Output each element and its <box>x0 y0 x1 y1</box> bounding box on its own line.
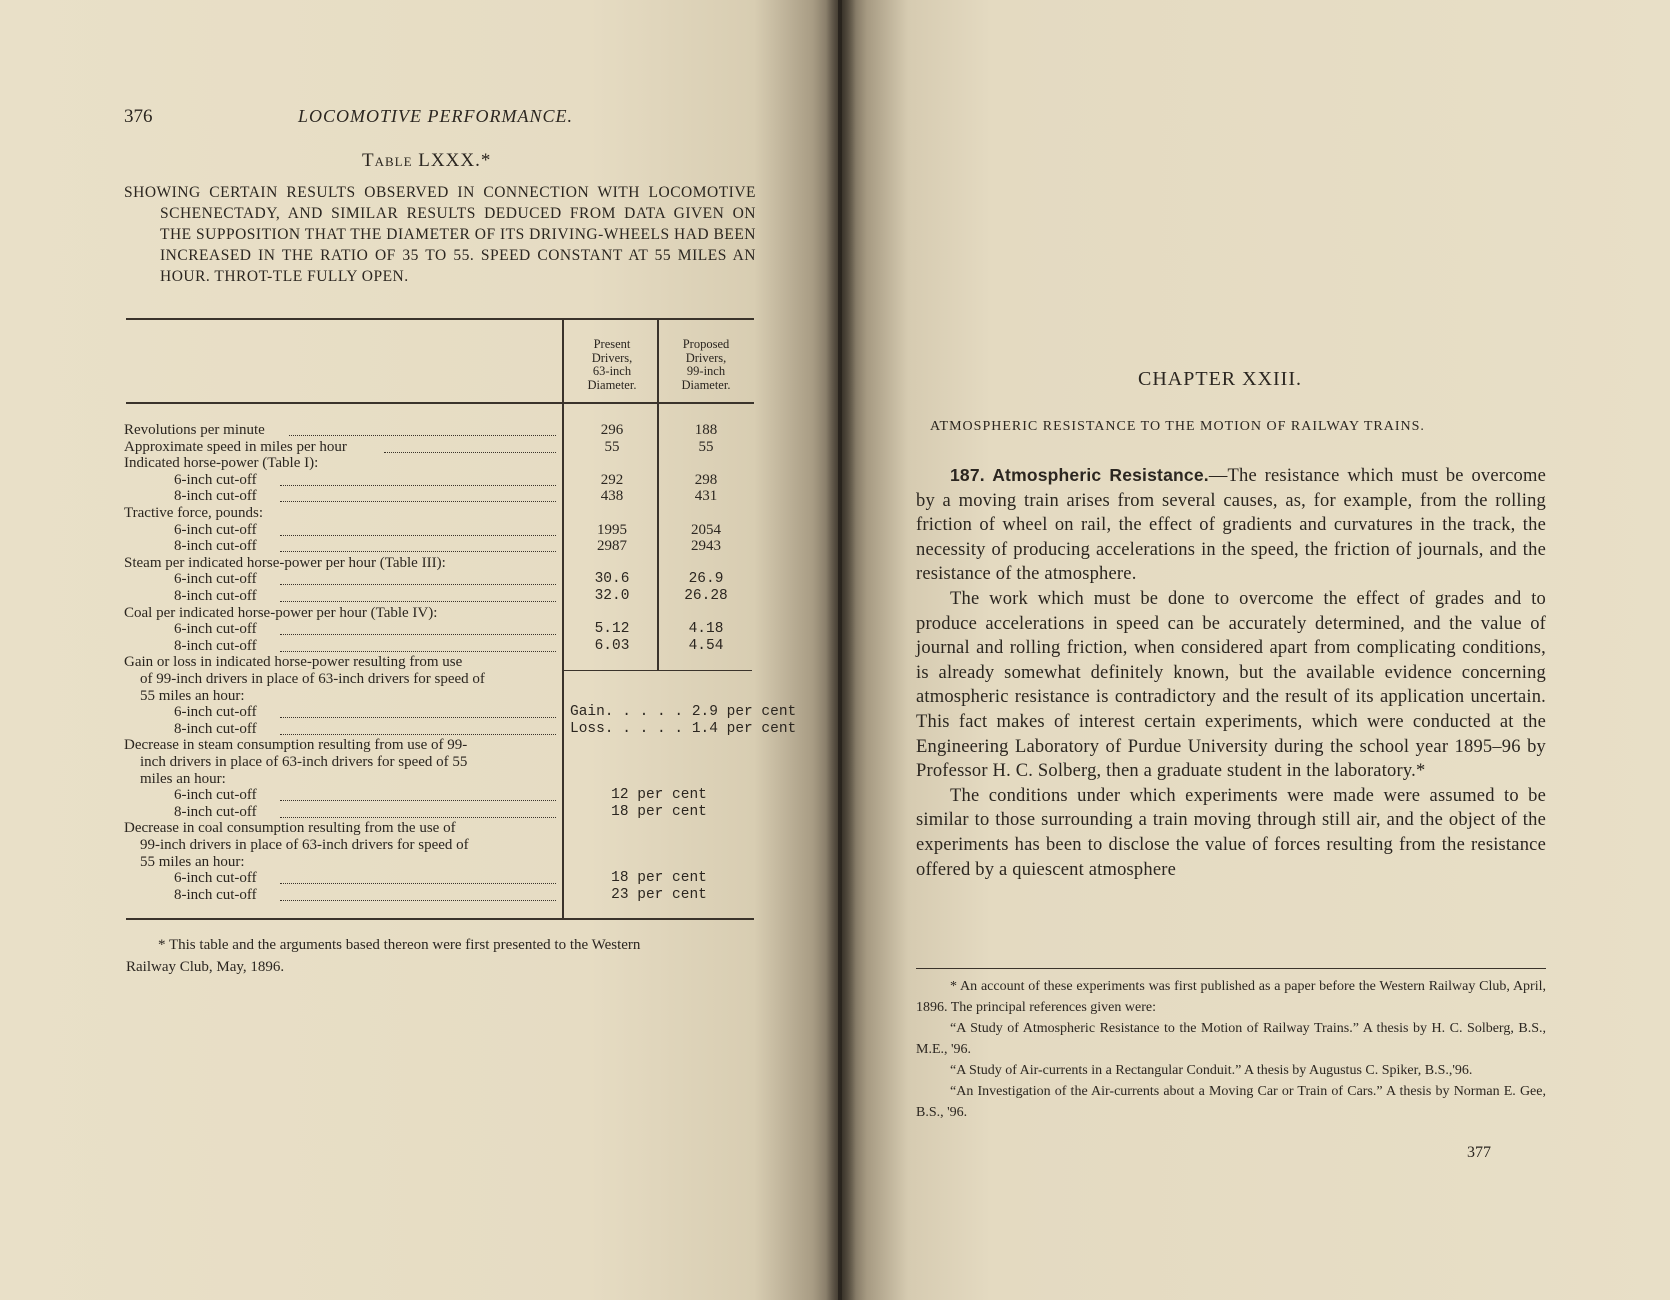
table-cell-present: 5.12 <box>594 621 630 638</box>
table-row-label: 6-inch cut-off <box>174 704 257 721</box>
table-row-label: 99-inch drivers in place of 63-inch drivers for speed of <box>140 837 469 853</box>
table-footnote: * This table and the arguments based thereon were first presented to the Western Railway Club, May, 1896. <box>126 937 641 975</box>
table-cell-present: 6.03 <box>594 637 630 654</box>
table-row-label: 8-inch cut-off <box>174 803 257 820</box>
table-row-label: Decrease in steam consumption resulting from use of 99- <box>124 737 468 754</box>
table-cell-percent: 12 per cent <box>611 787 707 804</box>
dot-leader <box>280 716 556 718</box>
table-cell-proposed: 431 <box>694 488 718 505</box>
table-cell-proposed: 298 <box>694 471 718 488</box>
table-cell-proposed: 26.28 <box>684 588 728 604</box>
column-header-present: Present Drivers, 63-inch Diameter. <box>587 337 637 392</box>
table-row-label: of 99-inch drivers in place of 63-inch drivers for speed of <box>140 671 485 687</box>
paragraph-3: The conditions under which experiments were made were assumed to be similar to those surrounding a train moving through still air, and the object of the experiments has been to disclose the value of forces resulting from the resistance offered by a quiescent atmosphere <box>916 785 1546 880</box>
footnote-1: * An account of these experiments was first published as a paper before the Western Railway Club, April, 1896. The principal references given were: <box>916 979 1546 1015</box>
table-row-label: 6-inch cut-off <box>174 787 257 804</box>
table-row-label: miles an hour: <box>140 770 226 787</box>
caption-text: SHOWING CERTAIN RESULTS OBSERVED IN CONNECTION WITH LOCOMOTIVE SCHENECTADY, AND SIMILAR RESULTS DEDUCED FROM DATA GIVEN ON THE SUPPOSITION THAT THE DIAMETER OF ITS DRIVING-WHEELS HAD BEEN INCREASED IN THE RATIO OF 35 TO 55. SPEED CONSTANT AT 55 MILES AN HOUR. THROT-TLE FULLY OPEN. <box>124 184 756 285</box>
table-row-label: inch drivers in place of 63-inch drivers for speed of 55 <box>140 754 468 770</box>
paragraph-1: 187. Atmospheric Resistance.—The resistance which must be overcome by a moving train arises from several causes, as, for example, from the rolling friction of wheel on rail, the effect of gradients and curvatures in the track, the necessity of producing accelerations in the speed, the friction of journals, and the resistance of the atmosphere. <box>916 465 1546 585</box>
book-gutter <box>826 0 856 1300</box>
table-cell-present: 55 <box>604 438 620 455</box>
table-row-label: 55 miles an hour: <box>140 687 245 704</box>
table-row-label: 8-inch cut-off <box>174 538 257 555</box>
table-cell-proposed: 2943 <box>691 538 721 555</box>
table-row-label: 8-inch cut-off <box>174 488 257 505</box>
dot-leader <box>280 484 556 486</box>
table-cell-percent: 18 per cent <box>611 803 707 820</box>
table-cell-present: 1995 <box>597 521 627 538</box>
dot-leader <box>280 799 556 801</box>
table-cell-present: 438 <box>600 488 624 505</box>
table-row-label: Tractive force, pounds: <box>124 505 263 521</box>
table-cell-proposed: 4.18 <box>688 621 724 638</box>
chapter-heading: CHAPTER XXIII. <box>1138 368 1302 390</box>
table-cell-present: 30.6 <box>594 571 630 588</box>
table-title: Table LXXX.* <box>362 150 492 171</box>
table-cell-proposed: 55 <box>698 438 714 455</box>
table-cell-present: 32.0 <box>594 588 630 604</box>
chapter-subhead: ATMOSPHERIC RESISTANCE TO THE MOTION OF RAILWAY TRAINS. <box>930 419 1425 434</box>
column-header-proposed: Proposed Drivers, 99-inch Diameter. <box>681 337 731 392</box>
body-text <box>916 463 1546 882</box>
data-table <box>124 320 797 920</box>
table-row-label: 8-inch cut-off <box>174 588 257 604</box>
dot-leader <box>280 650 556 652</box>
table-row-label: 6-inch cut-off <box>174 471 257 488</box>
paragraph-2: The work which must be done to overcome the effect of grades and to produce accelerations in speed can be accurately determined, and the value of journal and rolling friction, when considered apart from complicating conditions, is already somewhat definitely known, but the available evidence concerning atmospheric resistance is contradictory and the result of its application uncertain. This fact makes of interest certain experiments, which were conducted at the Engineering Laboratory of Purdue University during the school year 1895–96 by Professor H. C. Solberg, then a graduate student in the laboratory.* <box>916 588 1546 782</box>
table-row-label: Revolutions per minute <box>124 422 265 438</box>
table-cell-proposed: 188 <box>694 422 718 438</box>
dot-leader <box>280 899 556 901</box>
table-row-label: Gain or loss in indicated horse-power resulting from use <box>124 654 463 671</box>
table-cell-proposed: 26.9 <box>688 571 724 588</box>
section-heading: 187. Atmospheric Resistance. <box>950 465 1209 485</box>
table-cell-present: 292 <box>600 471 624 488</box>
table-row-label: 6-inch cut-off <box>174 571 257 588</box>
table-cell-percent: 23 per cent <box>611 886 707 903</box>
table-cell-present: 296 <box>600 422 624 438</box>
table-row-label: Decrease in coal consumption resulting from the use of <box>124 820 456 837</box>
dot-leader <box>280 500 556 502</box>
footnote-4: “An Investigation of the Air-currents about a Moving Car or Train of Cars.” A thesis by Norman E. Gee, B.S., '96. <box>916 1084 1546 1120</box>
table-cell-proposed: 2054 <box>691 521 721 538</box>
dot-leader <box>280 600 556 602</box>
table-row-label: 8-inch cut-off <box>174 886 257 903</box>
table-row-label: 6-inch cut-off <box>174 870 257 887</box>
dot-leader <box>384 451 557 453</box>
table-row-label: 6-inch cut-off <box>174 621 257 638</box>
footnotes <box>916 976 1546 1123</box>
table-row-label: 8-inch cut-off <box>174 637 257 654</box>
table-row-label: Indicated horse-power (Table I): <box>124 455 319 472</box>
table-row-label: 8-inch cut-off <box>174 720 257 737</box>
table-row-label: 6-inch cut-off <box>174 521 257 538</box>
table-caption <box>124 182 756 287</box>
dot-leader <box>280 633 556 635</box>
dot-leader <box>280 583 556 585</box>
dot-leader <box>280 733 556 735</box>
table-row-label: Approximate speed in miles per hour <box>124 438 347 455</box>
table-row-label: Coal per indicated horse-power per hour (Table IV): <box>124 604 438 621</box>
right-page <box>842 0 1670 1300</box>
footnote-3: “A Study of Air-currents in a Rectangular Conduit.” A thesis by Augustus C. Spiker, B.S.,'96. <box>950 1063 1473 1078</box>
running-head: LOCOMOTIVE PERFORMANCE. <box>298 106 573 126</box>
dot-leader <box>280 882 556 884</box>
page-number-right: 377 <box>1467 1144 1491 1161</box>
footnote-2: “A Study of Atmospheric Resistance to the Motion of Railway Trains.” A thesis by H. C. Solberg, B.S., M.E., '96. <box>916 1021 1546 1057</box>
dot-leader <box>289 434 556 436</box>
dot-leader <box>280 534 556 536</box>
footnote-rule <box>916 968 1546 969</box>
table-row-label: 55 miles an hour: <box>140 853 245 870</box>
table-cell-gain-loss: Gain. . . . . 2.9 per cent <box>570 704 797 721</box>
table-cell-percent: 18 per cent <box>611 870 707 887</box>
page-number-left: 376 <box>124 106 153 127</box>
dot-leader <box>280 816 556 818</box>
table-cell-gain-loss: Loss. . . . . 1.4 per cent <box>570 720 797 737</box>
dot-leader <box>280 550 556 552</box>
table-cell-proposed: 4.54 <box>688 637 724 654</box>
table-row-label: Steam per indicated horse-power per hour (Table III): <box>124 554 446 571</box>
table-cell-present: 2987 <box>597 538 627 555</box>
